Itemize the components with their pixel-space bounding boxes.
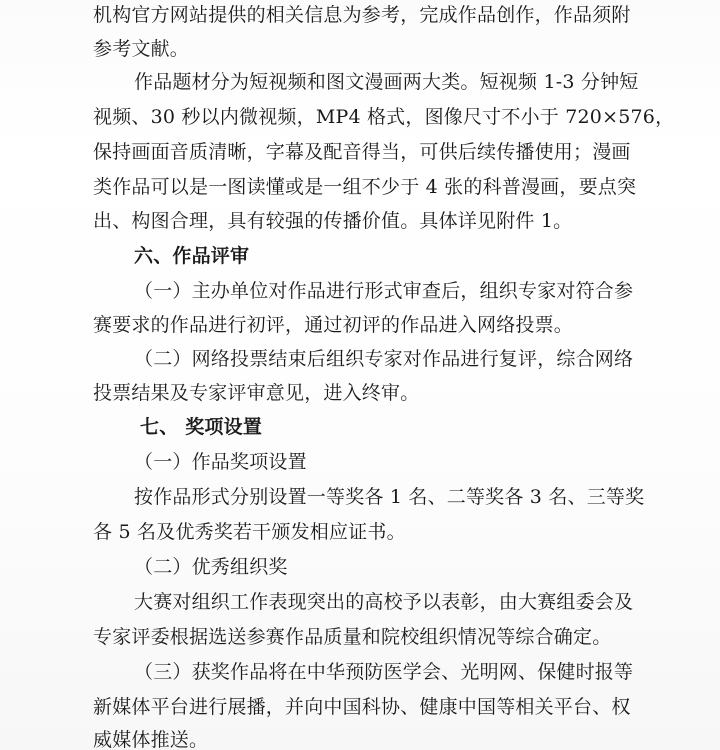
paragraph-line: 大赛对组织工作表现突出的高校予以表彰，由大赛组委会及 <box>134 591 634 613</box>
paragraph-line: 类作品可以是一图读懂或是一组不少于 4 张的科普漫画，要点突 <box>93 176 637 198</box>
paragraph-line: （三）获奖作品将在中华预防医学会、光明网、保健时报等 <box>134 661 634 683</box>
paragraph-line: 保持画面音质清晰，字幕及配音得当，可供后续传播使用；漫画 <box>93 141 631 163</box>
paragraph-line: 出、构图合理，具有较强的传播价值。具体详见附件 1。 <box>93 210 573 232</box>
paragraph-line: 新媒体平台进行展播，并向中国科协、健康中国等相关平台、权 <box>93 696 631 718</box>
paragraph-line: 作品题材分为短视频和图文漫画两大类。短视频 1-3 分钟短 <box>134 71 639 93</box>
paragraph-line: （一）主办单位对作品进行形式审查后，组织专家对符合参 <box>134 280 634 302</box>
paragraph-line: 各 5 名及优秀奖若干颁发相应证书。 <box>93 521 406 543</box>
paragraph-line: 参考文献。 <box>93 38 190 60</box>
paragraph-line: 专家评委根据选送参赛作品质量和院校组织情况等综合确定。 <box>93 626 612 648</box>
section-heading-7: 七、 奖项设置 <box>140 416 263 438</box>
paragraph-line: 赛要求的作品进行初评，通过初评的作品进入网络投票。 <box>93 314 574 336</box>
section-heading-6: 六、作品评审 <box>134 245 250 267</box>
paragraph-line: （二）网络投票结束后组织专家对作品进行复评，综合网络 <box>134 348 634 370</box>
subsection-heading: （一）作品奖项设置 <box>134 451 307 473</box>
subsection-heading: （二）优秀组织奖 <box>134 556 288 578</box>
paragraph-line: 投票结果及专家评审意见，进入终审。 <box>93 382 420 404</box>
paragraph-line: 视频、30 秒以内微视频，MP4 格式，图像尺寸不小于 720×576， <box>93 106 675 128</box>
paragraph-line: 威媒体推送。 <box>93 729 209 750</box>
paragraph-line: 按作品形式分别设置一等奖各 1 名、二等奖各 3 名、三等奖 <box>134 486 645 508</box>
paragraph-line: 机构官方网站提供的相关信息为参考，完成作品创作，作品须附 <box>93 4 631 26</box>
